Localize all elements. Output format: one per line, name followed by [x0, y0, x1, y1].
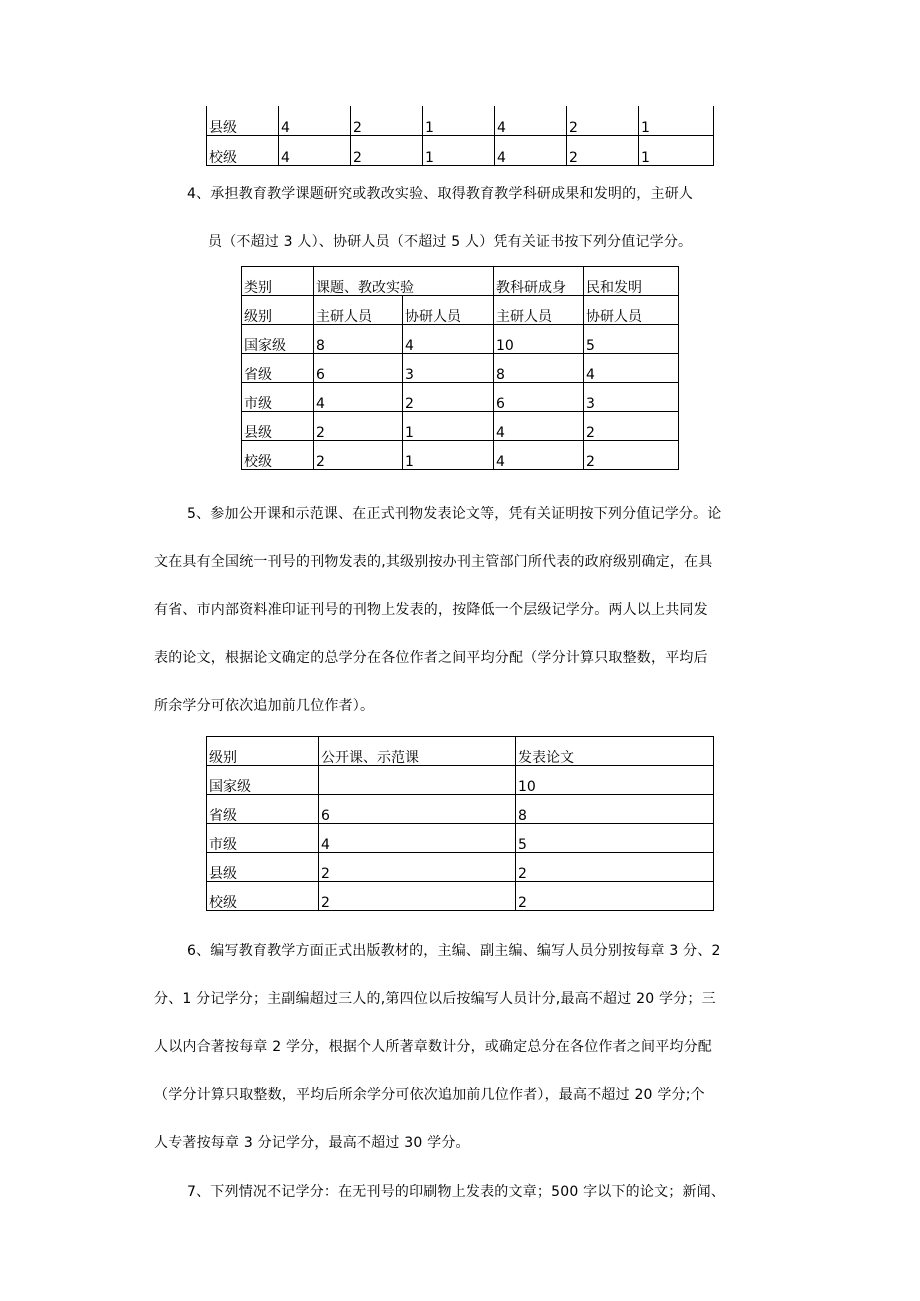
table-header-cell: 公开课、示范课 [319, 737, 516, 766]
table-row [242, 441, 679, 470]
table-row [207, 853, 714, 882]
table-cell: 县级 [242, 412, 314, 441]
table-header-cell: 主研人员 [494, 296, 584, 325]
table-header-cell: 课题、教改实验 [314, 267, 494, 296]
table-cell: 2 [584, 412, 679, 441]
table-row [242, 325, 679, 354]
table-cell: 1 [639, 106, 714, 136]
table-cell: 4 [494, 441, 584, 470]
table-header-cell: 协研人员 [584, 296, 679, 325]
table-cell: 2 [351, 136, 423, 166]
table-row [242, 412, 679, 441]
table-row [207, 136, 714, 166]
table-header-cell: 民和发明 [584, 267, 679, 296]
table-cell: 6 [314, 354, 403, 383]
paragraph-6-line-2: 分、1 分记学分；主副编超过三人的,第四位以后按编写人员计分,最高不超过 20 学分；三 [154, 991, 716, 1007]
table-header-row [242, 267, 679, 296]
table-cell: 市级 [242, 383, 314, 412]
table-cell: 2 [351, 106, 423, 136]
table-cell: 4 [279, 106, 351, 136]
table-header-cell: 级别 [207, 737, 319, 766]
table-header-row [207, 737, 714, 766]
table-cell: 2 [584, 441, 679, 470]
table-cell: 6 [319, 795, 516, 824]
table-cell [319, 766, 516, 795]
table-cell: 8 [516, 795, 714, 824]
table-cell: 8 [314, 325, 403, 354]
paragraph-5-line-4: 表的论文，根据论文确定的总学分在各位作者之间平均分配（学分计算只取整数，平均后 [154, 650, 708, 666]
table-cell: 8 [494, 354, 584, 383]
table-cell: 5 [516, 824, 714, 853]
table-cell: 市级 [207, 824, 319, 853]
table-cell: 校级 [242, 441, 314, 470]
table-cell: 3 [403, 354, 494, 383]
table-header-row [242, 296, 679, 325]
table-cell: 1 [423, 106, 495, 136]
paragraph-5-line-2: 文在具有全国统一刊号的刊物发表的,其级别按办刊主管部门所代表的政府级别确定，在具 [154, 554, 713, 570]
table-cell: 4 [279, 136, 351, 166]
table-row [242, 383, 679, 412]
paragraph-6-line-4: （学分计算只取整数，平均后所余学分可依次追加前几位作者），最高不超过 20 学分;个 [154, 1087, 705, 1103]
table-cell: 2 [403, 383, 494, 412]
table-header-cell: 级别 [242, 296, 314, 325]
table-cell: 1 [423, 136, 495, 166]
table-header-cell: 发表论文 [516, 737, 714, 766]
research-credit-table [241, 266, 679, 470]
table-cell: 2 [516, 853, 714, 882]
table-cell: 省级 [242, 354, 314, 383]
table-row [207, 106, 714, 136]
table-cell: 4 [495, 106, 567, 136]
table-header-cell: 类别 [242, 267, 314, 296]
table-cell: 4 [495, 136, 567, 166]
table-cell: 1 [639, 136, 714, 166]
table-row [207, 795, 714, 824]
table-cell: 县级 [207, 106, 279, 136]
table-cell: 校级 [207, 136, 279, 166]
paragraph-6-line-3: 人以内合著按每章 2 学分，根据个人所著章数计分，或确定总分在各位作者之间平均分配 [154, 1039, 713, 1055]
paragraph-6-line-1: 6、编写教育教学方面正式出版教材的，主编、副主编、编写人员分别按每章 3 分、2 [187, 943, 721, 959]
table-row [207, 766, 714, 795]
table-cell: 2 [319, 853, 516, 882]
table-row [207, 824, 714, 853]
table-cell: 2 [567, 136, 639, 166]
table-cell: 2 [516, 882, 714, 911]
table-cell: 4 [314, 383, 403, 412]
paragraph-5-line-5: 所余学分可依次追加前几位作者）。 [154, 698, 375, 714]
table-cell: 县级 [207, 853, 319, 882]
table-cell: 3 [584, 383, 679, 412]
table-cell: 10 [494, 325, 584, 354]
paragraph-5-line-1: 5、参加公开课和示范课、在正式刊物发表论文等，凭有关证明按下列分值记学分。论 [187, 506, 722, 522]
table-header-cell: 教科研成身 [494, 267, 584, 296]
table-cell: 2 [314, 412, 403, 441]
table-cell: 10 [516, 766, 714, 795]
table-cell: 1 [403, 441, 494, 470]
table-cell: 1 [403, 412, 494, 441]
table-cell: 5 [584, 325, 679, 354]
paragraph-6-line-5: 人专著按每章 3 分记学分，最高不超过 30 学分。 [154, 1135, 470, 1151]
table-row [207, 882, 714, 911]
credit-table-continued [206, 106, 714, 166]
table-header-cell: 协研人员 [403, 296, 494, 325]
table-cell: 4 [319, 824, 516, 853]
table-cell: 校级 [207, 882, 319, 911]
table-cell: 4 [403, 325, 494, 354]
table-cell: 4 [494, 412, 584, 441]
table-cell: 国家级 [242, 325, 314, 354]
table-cell: 4 [584, 354, 679, 383]
lesson-paper-credit-table [206, 736, 714, 911]
paragraph-4-line-2: 员（不超过 3 人）、协研人员（不超过 5 人）凭有关证书按下列分值记学分。 [208, 234, 693, 250]
table-cell: 2 [319, 882, 516, 911]
paragraph-7-line-1: 7、下列情况不记学分：在无刊号的印刷物上发表的文章；500 字以下的论文；新闻、 [187, 1184, 726, 1200]
table-cell: 国家级 [207, 766, 319, 795]
paragraph-4-line-1: 4、承担教育教学课题研究或教改实验、取得教育教学科研成果和发明的，主研人 [187, 186, 694, 202]
table-header-cell: 主研人员 [314, 296, 403, 325]
table-cell: 省级 [207, 795, 319, 824]
table-cell: 2 [567, 106, 639, 136]
table-row [242, 354, 679, 383]
table-cell: 2 [314, 441, 403, 470]
table-cell: 6 [494, 383, 584, 412]
paragraph-5-line-3: 有省、市内部资料准印证刊号的刊物上发表的，按降低一个层级记学分。两人以上共同发 [154, 602, 708, 618]
